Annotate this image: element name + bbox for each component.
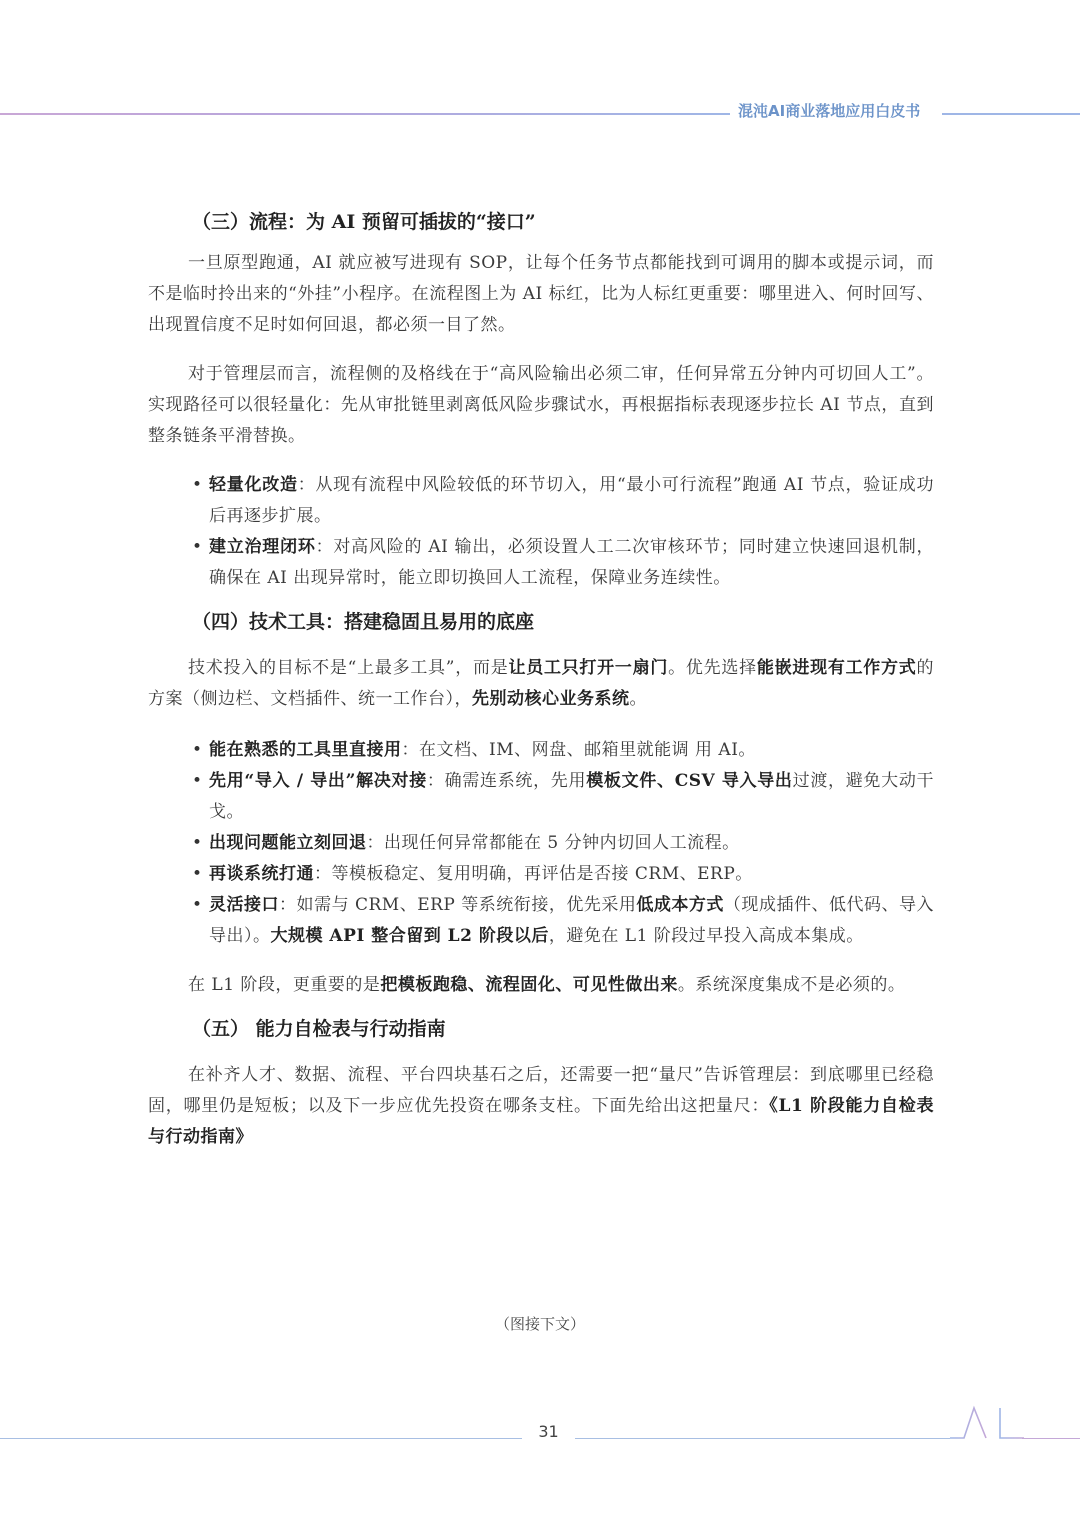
header-rule-left [0,113,730,115]
section-4-bullet-list [148,735,934,952]
footer-rule-right [1022,1438,1080,1439]
section-3-heading: （三）流程：为 AI 预留可插拔的“接口” [192,211,536,233]
list-item: • 轻量化改造：从现有流程中风险较低的环节切入，用“最小可行流程”跑通 AI 节点，验证成功后再逐步扩展。 [192,470,934,532]
footer-rule-left [0,1438,522,1439]
section-5-paragraph-1: 在补齐人才、数据、流程、平台四块基石之后，还需要一把“量尺”告诉管理层：到底哪里已经稳固，哪里仍是短板；以及下一步应优先投资在哪条支柱。下面先给出这把量尺：《L1 阶段能力自检表与行动指南》 [148,1065,935,1147]
section-5-heading: （五） 能力自检表与行动指南 [192,1018,446,1040]
document-title: 混沌AI商业落地应用白皮书 [738,102,921,120]
list-item: • 再谈系统打通：等模板稳定、复用明确，再评估是否接 CRM、ERP。 [192,859,934,890]
list-item: • 建立治理闭环：对高风险的 AI 输出，必须设置人工二次审核环节；同时建立快速回退机制，确保在 AI 出现异常时，能立即切换回人工流程，保障业务连续性。 [192,532,934,594]
section-3-paragraph-1: 一旦原型跑通，AI 就应被写进现有 SOP，让每个任务节点都能找到可调用的脚本或提示词，而不是临时拎出来的“外挂”小程序。在流程图上为 AI 标红，比为人标红更重要：哪里进入、何时回写、出现置信度不足时如何回退，都必须一目了然。 [148,253,934,335]
page-content [148,205,934,1153]
footer-rule-middle [575,1438,950,1439]
list-item: • 出现问题能立刻回退：出现任何异常都能在 5 分钟内切回人工流程。 [192,828,934,859]
section-4-paragraph-1: 技术投入的目标不是“上最多工具”，而是让员工只打开一扇门。优先选择能嵌进现有工作方式的方案（侧边栏、文档插件、统一工作台），先别动核心业务系统。 [148,658,935,709]
section-3-bullet-list [148,470,934,594]
page-number: 31 [538,1422,559,1441]
header-rule-right [942,113,1080,115]
section-3-paragraph-2: 对于管理层而言，流程侧的及格线在于“高风险输出必须二审，任何异常五分钟内可切回人工”。实现路径可以很轻量化：先从审批链里剥离低风险步骤试水，再根据指标表现逐步拉长 AI 节点，直到整条链条平滑替换。 [148,364,934,446]
list-item: • 灵活接口：如需与 CRM、ERP 等系统衔接，优先采用低成本方式（现成插件、低代码、导入导出）。大规模 API 整合留到 L2 阶段以后，避免在 L1 阶段过早投入高成本集成。 [192,890,934,952]
list-item: • 能在熟悉的工具里直接用：在文档、IM、网盘、邮箱里就能调 用 AI。 [192,735,934,766]
list-item: • 先用“导入 / 导出”解决对接：确需连系统，先用模板文件、CSV 导入导出过渡，避免大动干戈。 [192,766,934,828]
ai-logo-icon [948,1404,1024,1444]
section-4-paragraph-2: 在 L1 阶段，更重要的是把模板跑稳、流程固化、可见性做出来。系统深度集成不是必须的。 [188,975,906,995]
figure-continuation-caption: （图接下文） [494,1315,585,1333]
section-4-heading: （四）技术工具：搭建稳固且易用的底座 [192,611,535,633]
